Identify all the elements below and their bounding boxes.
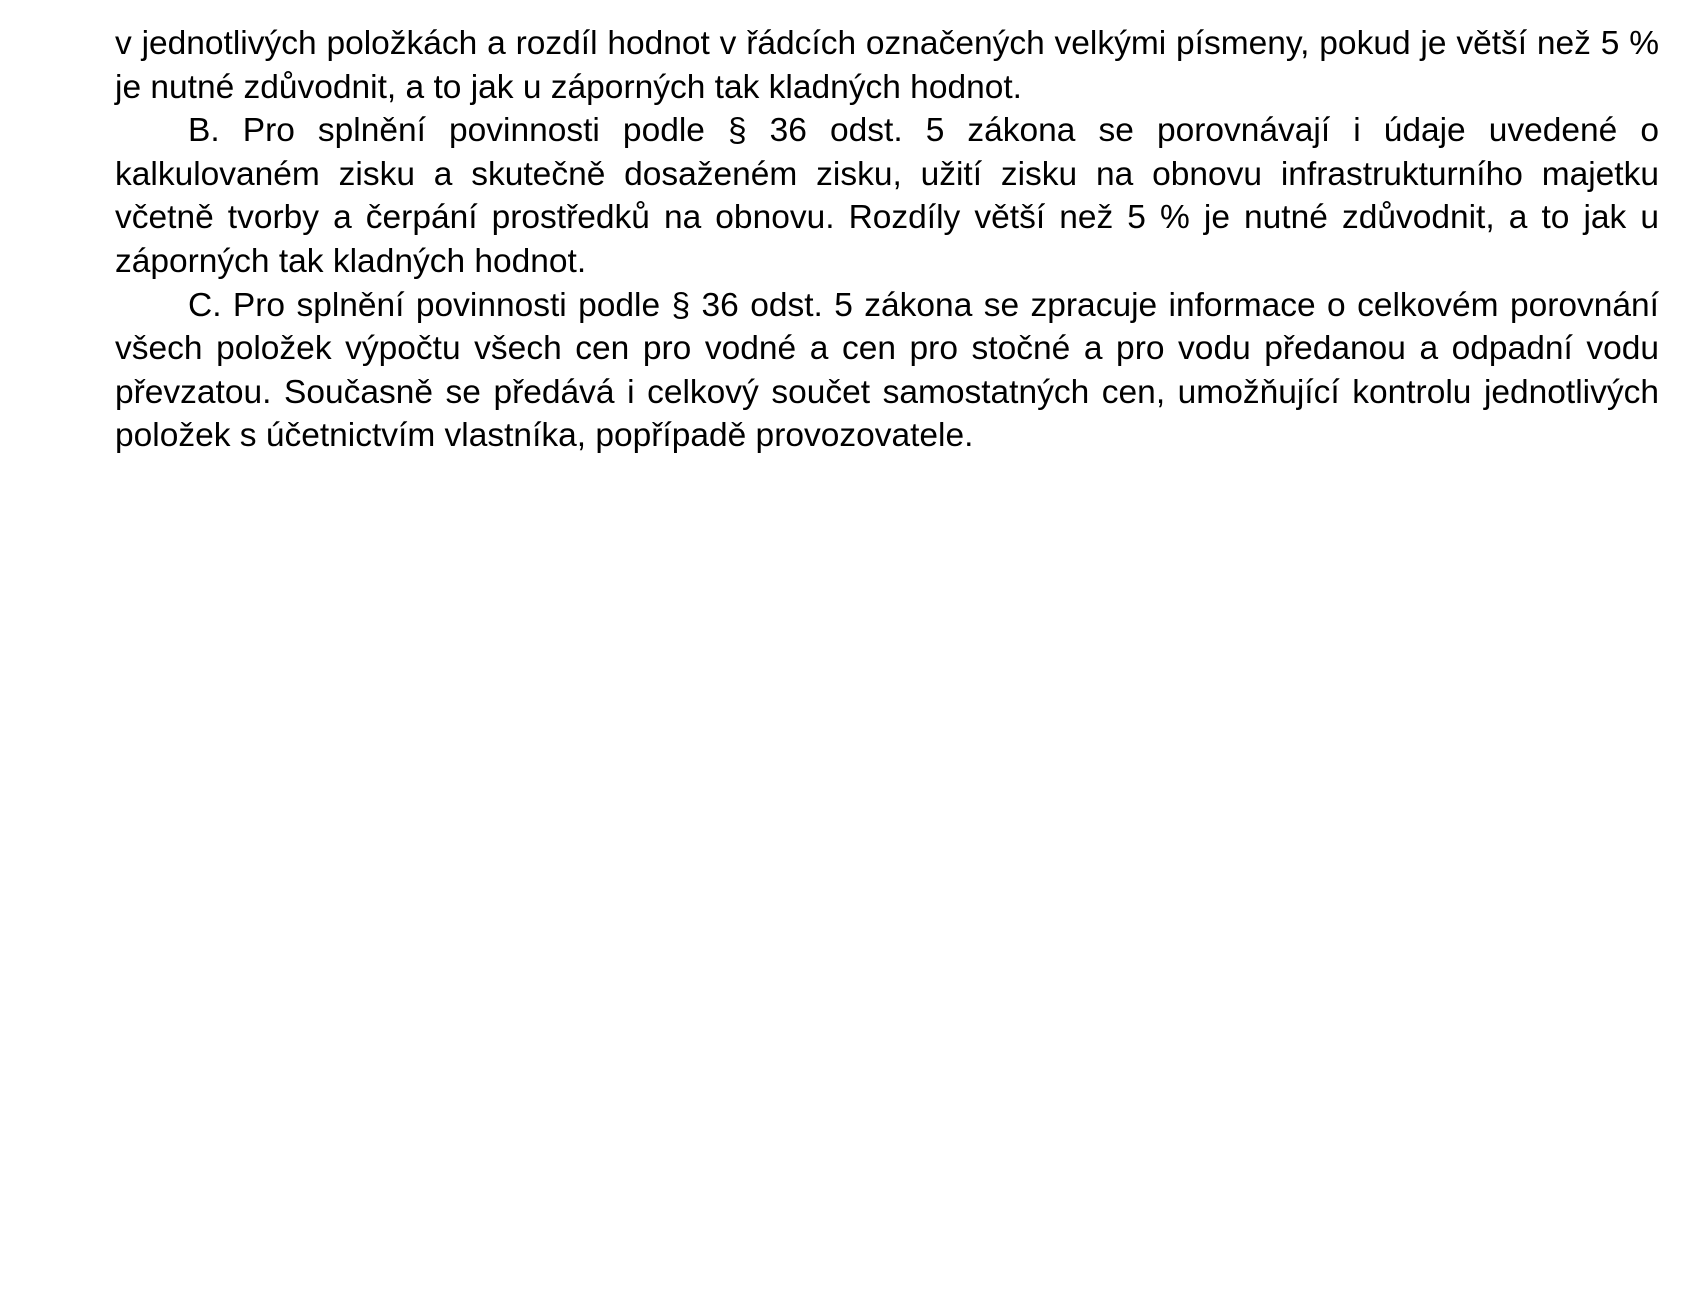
paragraph-continuation: v jednotlivých položkách a rozdíl hodnot v řádcích označených velkými písmeny, pokud je větší než 5 % je nutné zdůvodnit, a to jak u záporných tak kladných hodnot. — [115, 25, 1659, 106]
paragraph-b: B. Pro splnění povinnosti podle § 36 odst. 5 zákona se porovnávají i údaje uvedené o kalkulovaném zisku a skutečně dosaženém zisku, užití zisku na obnovu infrastrukturního majetku včetně tvorby a čerpání prostředků na obnovu. Rozdíly větší než 5 % je nutné zdůvodnit, a to jak u záporných tak kladných hodnot. — [115, 112, 1659, 280]
document-body — [115, 22, 1659, 458]
paragraph-c: C. Pro splnění povinnosti podle § 36 odst. 5 zákona se zpracuje informace o celkovém porovnání všech položek výpočtu všech cen pro vodné a cen pro stočné a pro vodu předanou a odpadní vodu převzatou. Současně se předává i celkový součet samostatných cen, umožňující kontrolu jednotlivých položek s účetnictvím vlastníka, popřípadě provozovatele. — [115, 286, 1659, 455]
